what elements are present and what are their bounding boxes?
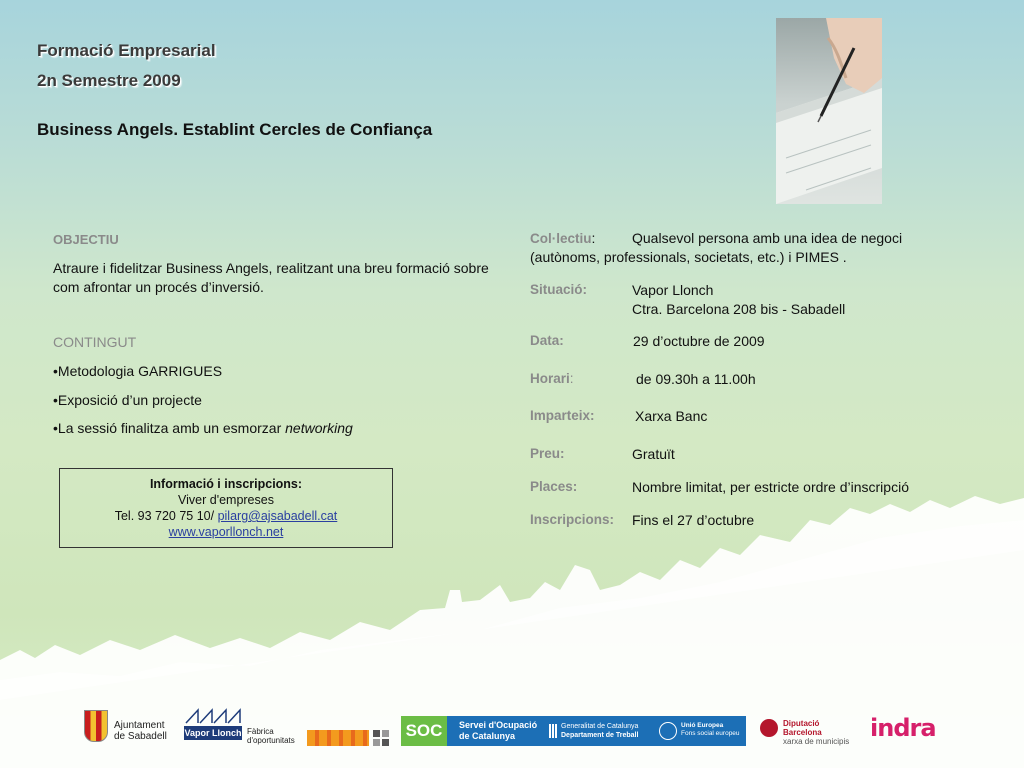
puzzle-logo	[307, 728, 391, 750]
data-value: 29 d’octubre de 2009	[633, 333, 765, 349]
collectiu-colon: :	[591, 230, 596, 246]
horari-value: de 09.30h a 11.00h	[636, 371, 756, 387]
diputacio-line1: Diputació	[783, 719, 820, 728]
ajuntament-line1: Ajuntament	[114, 720, 165, 731]
generalitat-icon	[549, 724, 558, 738]
coat-of-arms-icon	[84, 710, 108, 742]
contingut-item: •Metodologia GARRIGUES	[53, 363, 223, 379]
ajuntament-line2: de Sabadell	[114, 731, 167, 742]
data-label: Data:	[530, 333, 564, 348]
diputacio-emblem-icon	[760, 719, 778, 737]
diputacio-line2: Barcelona	[783, 728, 822, 737]
hand-signing-photo	[776, 18, 882, 204]
collectiu-value-line2: (autònoms, professionals, societats, etc.) i PIMES .	[530, 249, 847, 265]
website-link[interactable]: www.vaporllonch.net	[168, 525, 284, 539]
indra-logo: indra	[870, 714, 936, 742]
objectiu-heading: OBJECTIU	[53, 232, 119, 247]
contingut-heading: CONTINGUT	[53, 334, 137, 350]
generalitat-line1: Generalitat de Catalunya	[561, 723, 639, 730]
page-subtitle: Business Angels. Establint Cercles de Confiança	[37, 120, 433, 139]
collectiu-label-group	[530, 229, 595, 248]
eu-stars-icon	[659, 722, 677, 740]
diputacio-line3: xarxa de municipis	[783, 737, 850, 746]
ajuntament-sabadell-logo	[84, 708, 184, 748]
situacio-value-line1: Vapor Llonch	[632, 282, 714, 298]
diputacio-logo	[760, 717, 860, 747]
soc-line1: Servei d'Ocupació	[459, 720, 538, 730]
vapor-llonch-logo	[184, 708, 244, 744]
preu-value: Gratuït	[632, 446, 675, 462]
generalitat-line2: Departament de Treball	[561, 732, 639, 739]
contingut-item: •Exposició d’un projecte	[53, 392, 202, 408]
imparteix-value: Xarxa Banc	[635, 408, 708, 424]
puzzle-icon	[371, 728, 391, 750]
inscripcions-value: Fins el 27 d’octubre	[632, 512, 755, 528]
collectiu-value-line1: Qualsevol persona amb una idea de negoci	[632, 230, 903, 246]
places-label: Places:	[530, 479, 578, 494]
situacio-value-line2: Ctra. Barcelona 208 bis - Sabadell	[632, 301, 846, 317]
contingut-item-text: •La sessió finalitza amb un esmorzar	[53, 420, 286, 436]
contingut-item	[53, 420, 353, 436]
objectiu-text: Atraure i fidelitzar Business Angels, realitzant una breu formació sobre com afrontar un procés d’inversió.	[53, 260, 489, 295]
email-link[interactable]: pilarg@ajsabadell.cat	[217, 509, 338, 523]
horari-label: Horari	[530, 371, 570, 386]
fabrica-line1: Fàbrica	[247, 727, 274, 736]
ue-line2: Fons social europeu	[681, 730, 740, 737]
roof-sawtooth-icon	[184, 708, 244, 724]
preu-label: Preu:	[530, 446, 565, 461]
orange-banner	[307, 730, 369, 746]
places-value: Nombre limitat, per estricte ordre d’inscripció	[632, 479, 909, 495]
soc-line2: de Catalunya	[459, 731, 516, 741]
info-org: Viver d'empreses	[178, 493, 274, 507]
vapor-llonch-text: Vapor Llonch	[184, 728, 242, 738]
imparteix-label: Imparteix:	[530, 408, 595, 423]
page-title-line2: 2n Semestre 2009	[37, 71, 181, 90]
info-heading: Informació i inscripcions:	[149, 477, 303, 491]
inscripcions-label: Inscripcions:	[530, 512, 615, 527]
networking-emphasis: networking	[285, 420, 353, 436]
info-tel: Tel. 93 720 75 10/	[114, 509, 218, 523]
fabrica-line2: d'oportunitats	[247, 736, 295, 745]
ue-line1: Unió Europea	[681, 722, 724, 729]
horari-label-group	[530, 370, 574, 388]
collectiu-label: Col·lectiu	[530, 231, 592, 246]
soc-logo-text: SOC	[401, 716, 447, 746]
situacio-label: Situació:	[530, 282, 588, 297]
page-title-line1: Formació Empresarial	[37, 41, 216, 60]
soc-banner	[401, 716, 746, 746]
horari-colon: :	[569, 371, 574, 386]
